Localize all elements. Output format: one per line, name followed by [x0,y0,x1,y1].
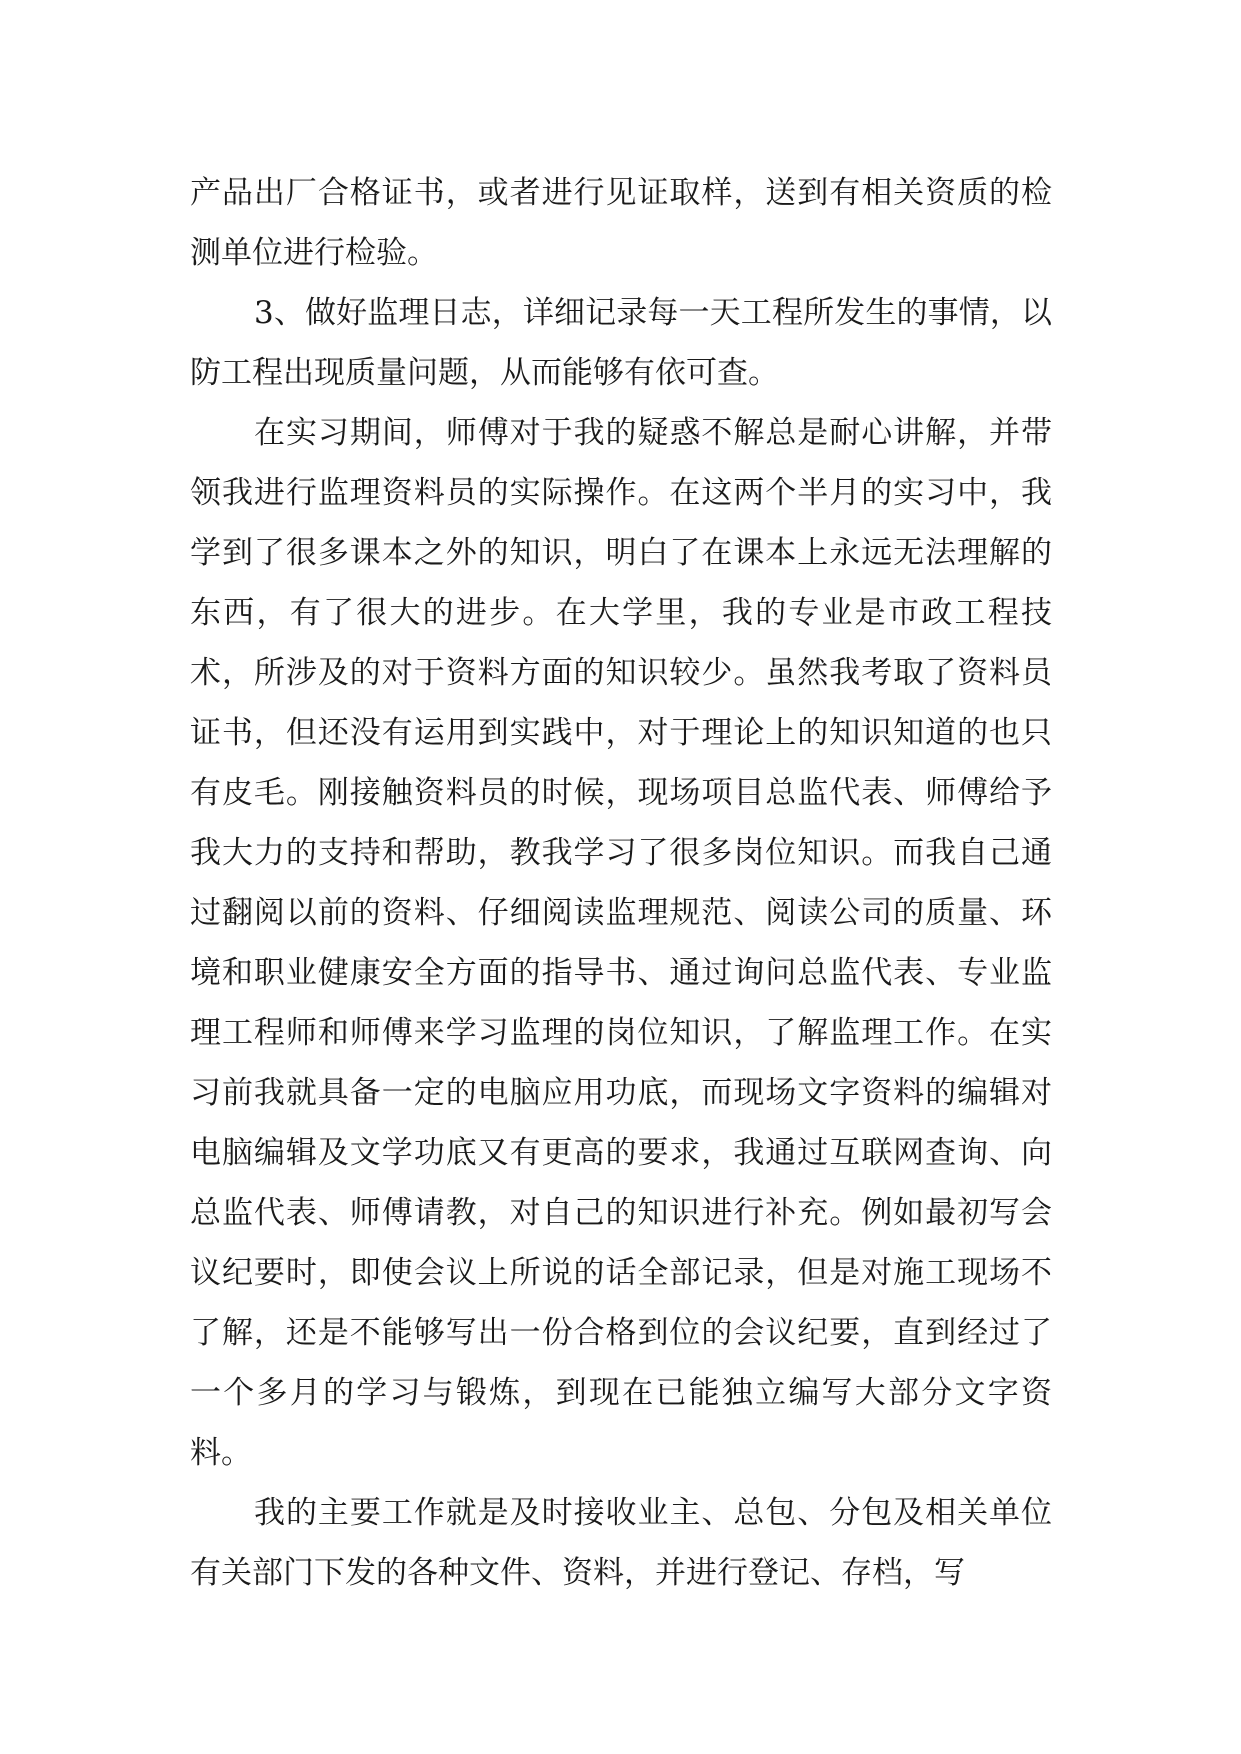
paragraph-3: 在实习期间，师傅对于我的疑惑不解总是耐心讲解，并带领我进行监理资料员的实际操作。在这两个半月的实习中，我学到了很多课本之外的知识，明白了在课本上永远无法理解的东西，有了很大的进步。在大学里，我的专业是市政工程技术，所涉及的对于资料方面的知识较少。虽然我考取了资料员证书，但还没有运用到实践中，对于理论上的知识知道的也只有皮毛。刚接触资料员的时候，现场项目总监代表、师傅给予我大力的支持和帮助，教我学习了很多岗位知识。而我自己通过翻阅以前的资料、仔细阅读监理规范、阅读公司的质量、环境和职业健康安全方面的指导书、通过询问总监代表、专业监理工程师和师傅来学习监理的岗位知识，了解监理工作。在实习前我就具备一定的电脑应用功底，而现场文字资料的编辑对电脑编辑及文学功底又有更高的要求，我通过互联网查询、向总监代表、师傅请教，对自己的知识进行补充。例如最初写会议纪要时，即使会议上所说的话全部记录，但是对施工现场不了解，还是不能够写出一份合格到位的会议纪要，直到经过了一个多月的学习与锻炼，到现在已能独立编写大部分文字资料。 [190,415,1052,1471]
paragraph-4: 我的主要工作就是及时接收业主、总包、分包及相关单位有关部门下发的各种文件、资料，并进行登记、存档，写 [190,1495,1052,1591]
document-body [190,163,1052,1603]
paragraph-1: 产品出厂合格证书，或者进行见证取样，送到有相关资质的检测单位进行检验。 [190,175,1052,271]
paragraph-2: 3、做好监理日志，详细记录每一天工程所发生的事情，以防工程出现质量问题，从而能够有依可查。 [190,295,1052,391]
